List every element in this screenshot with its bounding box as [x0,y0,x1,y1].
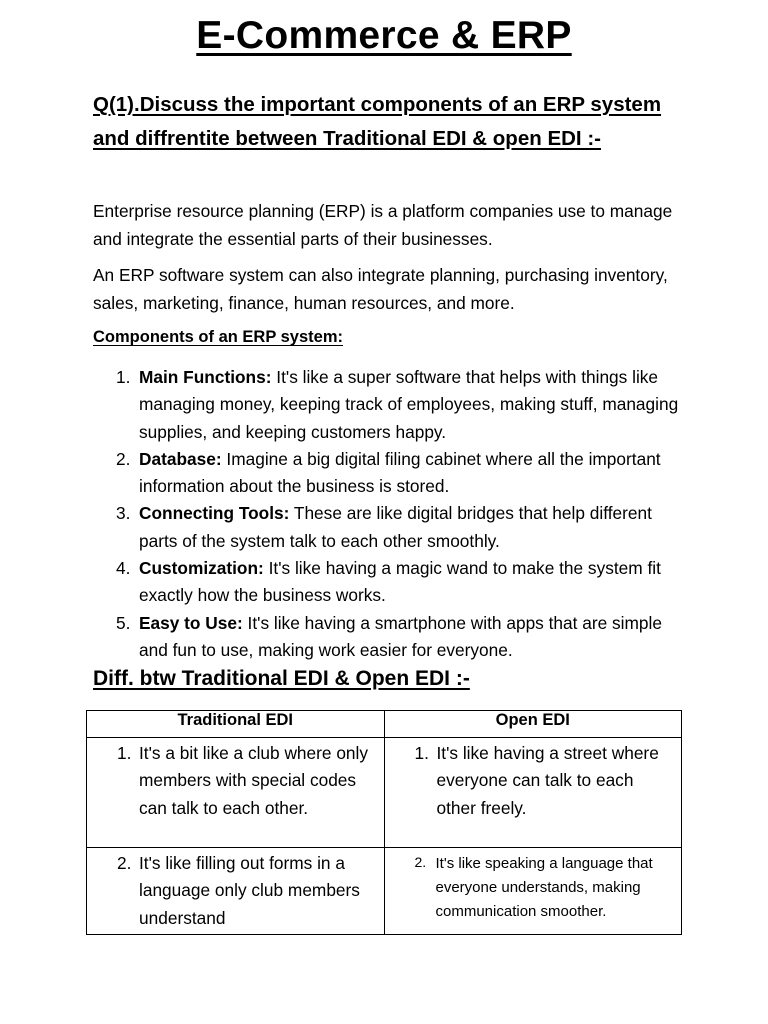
question-heading: Q(1).Discuss the important components of an ERP system and diffrentite between Traditional EDI & open EDI :- [93,93,662,150]
table-header-row [87,711,682,738]
list-item [93,500,683,555]
list-item-text: These are like digital bridges that help different parts of the system talk to each other smoothly. [139,503,652,551]
list-item [93,364,683,446]
list-item-text: Imagine a big digital filing cabinet where all the important information about the business is stored. [139,448,661,497]
table-cell [384,848,682,935]
cell-number: 2. [117,853,132,873]
components-list [93,364,683,664]
table-cell [87,848,385,935]
list-item-term: Easy to Use: [139,612,243,633]
list-item-number: 2. [116,448,131,469]
list-item-number: 5. [116,612,131,633]
column-header-open-edi: Open EDI [384,711,682,738]
table-cell [384,738,682,848]
list-item-text: It's like having a smartphone with apps that are simple and fun to use, making work easier for everyone. [139,612,662,660]
list-item [93,610,683,665]
table-row [87,738,682,848]
list-item-term: Database: [139,448,222,469]
intro-paragraph-2: An ERP software system can also integrate planning, purchasing inventory, sales, marketing, finance, human resources, and more. [93,265,668,313]
list-item-number: 3. [116,503,131,524]
cell-number: 1. [414,743,429,763]
cell-number: 2. [414,854,427,870]
list-item-text: It's like a super software that helps with things like managing money, keeping track of employees, making stuff, managing supplies, and keeping customers happy. [139,367,679,442]
list-item-number: 1. [116,367,131,387]
diff-heading: Diff. btw Traditional EDI & Open EDI :- [93,667,470,690]
list-item-term: Connecting Tools: [139,503,290,524]
list-item-text: It's like having a magic wand to make the system fit exactly how the business works. [139,558,661,606]
components-heading: Components of an ERP system: [93,328,343,346]
list-item-term: Main Functions: [139,367,272,387]
list-item-term: Customization: [139,558,264,579]
table-cell [87,738,385,848]
cell-text: It's a bit like a club where only members with special codes can talk to each other. [139,743,369,818]
edi-comparison-table [86,710,682,935]
list-item [93,555,683,610]
page-title: E-Commerce & ERP [196,14,572,57]
list-item-number: 4. [116,558,131,579]
table-row [87,848,682,935]
intro-paragraph-1: Enterprise resource planning (ERP) is a platform companies use to manage and integrate the essential parts of their businesses. [93,201,673,249]
cell-text: It's like filling out forms in a language only club members understand [139,853,360,928]
cell-text: It's like speaking a language that everyone understands, making communication smoother. [435,855,653,920]
column-header-traditional-edi: Traditional EDI [87,711,385,738]
list-item [93,446,683,501]
cell-text: It's like having a street where everyone can talk to each other freely. [436,743,659,818]
cell-number: 1. [117,743,132,763]
